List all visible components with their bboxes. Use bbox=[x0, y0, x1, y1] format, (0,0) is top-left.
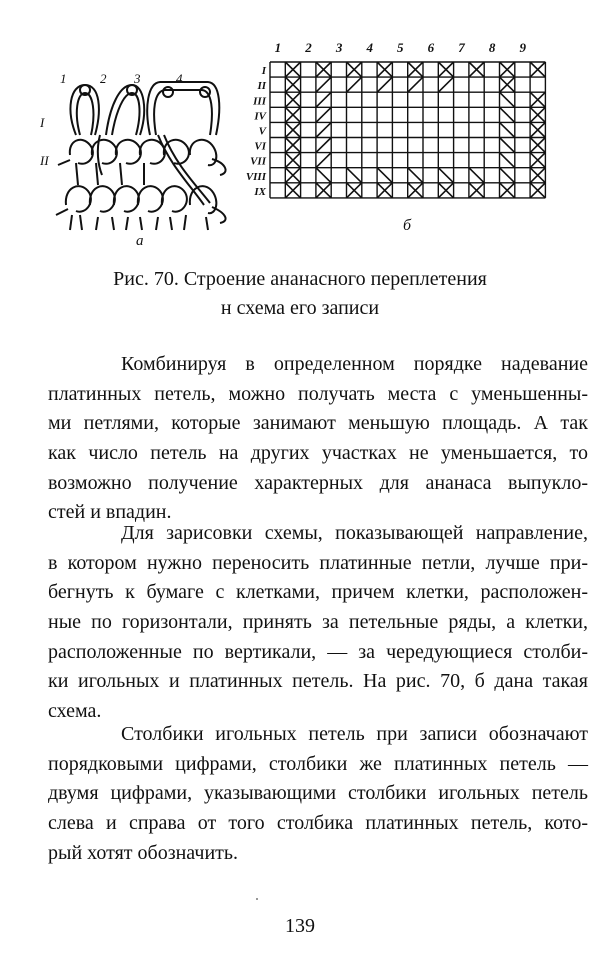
column-number: 8 bbox=[488, 40, 496, 55]
text-line: как число петель на других участках не уменьшается, то bbox=[48, 442, 588, 465]
page-number: 139 bbox=[285, 915, 315, 937]
svg-text:3: 3 bbox=[134, 71, 141, 86]
svg-text:I: I bbox=[40, 115, 45, 130]
text-line: возможно получение характерных для ананаса выпукло- bbox=[48, 471, 588, 494]
text-line: ные по горизонтали, принять за петельные ряды, а клетки, bbox=[48, 611, 588, 634]
text-line: двумя цифрами, указывающими столбики игольных петель bbox=[48, 782, 588, 805]
svg-text:б: б bbox=[403, 217, 412, 234]
column-number: 7 bbox=[458, 40, 465, 55]
text-line: слева и справа от того столбика платинных петель, кото- bbox=[48, 812, 588, 835]
row-label: IX bbox=[254, 185, 266, 198]
text-line: стей и впадин. bbox=[48, 501, 172, 524]
column-number: 1 bbox=[274, 40, 282, 55]
row-label: VI bbox=[254, 140, 266, 153]
text-line: схема. bbox=[48, 700, 102, 723]
svg-text:2: 2 bbox=[100, 71, 107, 86]
column-number: 5 bbox=[397, 40, 404, 55]
knit-loops-illustration-icon bbox=[40, 55, 240, 245]
paragraph-1 bbox=[48, 350, 588, 528]
text-line: порядковыми цифрами, столбики же платинных петель — bbox=[48, 752, 588, 775]
column-number: 4 bbox=[366, 40, 373, 55]
row-label: III bbox=[253, 95, 266, 108]
text-line: расположенные по вертикали, — за чередующиеся столби- bbox=[48, 640, 588, 663]
svg-text:1: 1 bbox=[60, 71, 67, 86]
column-number: 2 bbox=[305, 40, 312, 55]
row-label: VIII bbox=[245, 170, 266, 183]
text-line: Для зарисовки схемы, показывающей направление, bbox=[121, 522, 588, 544]
column-number: 3 bbox=[335, 40, 343, 55]
column-number: 6 bbox=[427, 40, 435, 55]
stitch-grid-diagram bbox=[240, 38, 560, 238]
paragraph-3 bbox=[48, 720, 588, 868]
svg-text:II: II bbox=[40, 153, 49, 168]
text-line: в котором нужно переносить платинные петли, лучше при- bbox=[48, 551, 588, 574]
row-label: IV bbox=[254, 110, 266, 123]
figure-70a-loop-structure bbox=[40, 55, 240, 245]
text-line: ки игольных и платинных петель. На рис. 70, б дана такая bbox=[48, 670, 588, 693]
text-line: рый хотят обозначить. bbox=[48, 841, 239, 864]
row-label: VII bbox=[250, 155, 266, 168]
figure-caption-line-1: Рис. 70. Строение ананасного переплетения bbox=[113, 268, 487, 290]
row-label: I bbox=[261, 65, 266, 78]
text-line: Комбинируя в определенном порядке надевание bbox=[121, 353, 588, 375]
figure-caption-line-2: н схема его записи bbox=[220, 297, 380, 319]
scan-speck bbox=[256, 898, 258, 900]
text-line: бегнуть к бумаге с клетками, причем клетки, расположен- bbox=[48, 581, 588, 604]
figure-70b-grid-scheme bbox=[240, 38, 560, 238]
text-line: ми петлями, которые занимают меньшую площадь. А так bbox=[48, 412, 588, 435]
paragraph-2 bbox=[48, 519, 588, 727]
text-line: Столбики игольных петель при записи обозначают bbox=[121, 723, 588, 745]
row-label: V bbox=[258, 125, 266, 138]
svg-text:а: а bbox=[136, 233, 144, 245]
text-line: платинных петель, можно получать места с уменьшенны- bbox=[48, 382, 588, 405]
row-label: II bbox=[257, 80, 266, 93]
svg-text:4: 4 bbox=[176, 71, 183, 86]
column-number: 9 bbox=[519, 40, 526, 55]
